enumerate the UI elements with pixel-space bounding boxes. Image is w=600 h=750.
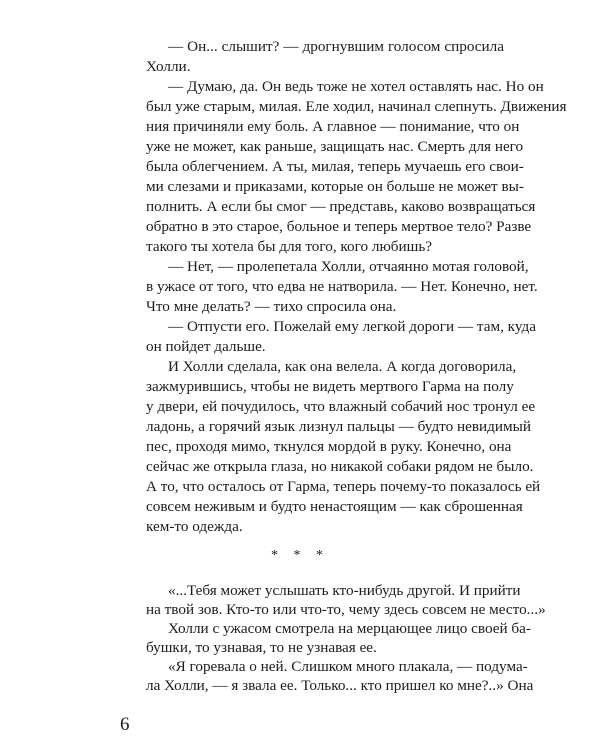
text-line: совсем неживым и будто ненастоящим — как сброшенная: [146, 498, 523, 515]
text-line: у двери, ей почудилось, что влажный собачий нос тронул ее: [146, 398, 536, 415]
text-line: Что мне делать? — тихо спросила она.: [146, 298, 397, 315]
text-line: Холли.: [146, 58, 191, 75]
section-separator: * * *: [271, 548, 329, 563]
text-line: — Думаю, да. Он ведь тоже не хотел оставлять нас. Но он: [168, 78, 544, 95]
text-line: в ужасе от того, что едва не натворила. — Нет. Конечно, нет.: [146, 278, 538, 295]
text-line: кем-то одежда.: [146, 518, 243, 535]
text-line: обратно в это старое, больное и теперь мертвое тело? Разве: [146, 218, 532, 235]
text-line: сейчас же открыла глаза, но никакой собаки рядом не было.: [146, 458, 534, 475]
text-line: он пойдет дальше.: [146, 338, 266, 355]
text-line: И Холли сделала, как она велела. А когда договорила,: [168, 358, 517, 375]
text-line: «...Тебя может услышать кто-нибудь другой. И прийти: [168, 582, 521, 599]
text-line: ла Холли, — я звала ее. Только... кто пришел ко мне?..» Она: [146, 677, 534, 694]
text-line: — Он... слышит? — дрогнувшим голосом спросила: [168, 38, 504, 55]
text-line: на твой зов. Кто-то или что-то, чему здесь совсем не место...»: [146, 601, 546, 618]
text-line: — Нет, — пролепетала Холли, отчаянно мотая головой,: [168, 258, 529, 275]
text-line: такого ты хотела бы для того, кого любишь?: [146, 238, 433, 255]
text-line: «Я горевала о ней. Слишком много плакала, — подума-: [168, 658, 528, 675]
text-line: Холли с ужасом смотрела на мерцающее лицо своей ба-: [168, 620, 531, 637]
text-line: ладонь, а горячий язык лизнул пальцы — будто невидимый: [146, 418, 531, 435]
text-line: пес, проходя мимо, ткнулся мордой в руку. Конечно, она: [146, 438, 512, 455]
text-line: А то, что осталось от Гарма, теперь почему-то показалось ей: [146, 478, 541, 495]
page-number: 6: [120, 714, 130, 735]
text-line: была облегчением. А ты, милая, теперь мучаешь его свои-: [146, 158, 524, 175]
text-line: уже не может, как раньше, защищать нас. Смерть для него: [146, 138, 524, 155]
text-line: зажмурившись, чтобы не видеть мертвого Гарма на полу: [146, 378, 514, 395]
text-line: полнить. А если бы смог — представь, каково возвращаться: [146, 198, 536, 215]
text-line: бушки, то узнавая, то не узнавая ее.: [146, 639, 377, 656]
text-line: ния причиняли ему боль. А главное — понимание, что он: [146, 118, 520, 135]
text-line: ми слезами и приказами, которые он больше не может вы-: [146, 178, 524, 195]
text-line: — Отпусти его. Пожелай ему легкой дороги — там, куда: [168, 318, 536, 335]
text-line: был уже старым, милая. Еле ходил, начинал слепнуть. Движения: [146, 98, 567, 115]
